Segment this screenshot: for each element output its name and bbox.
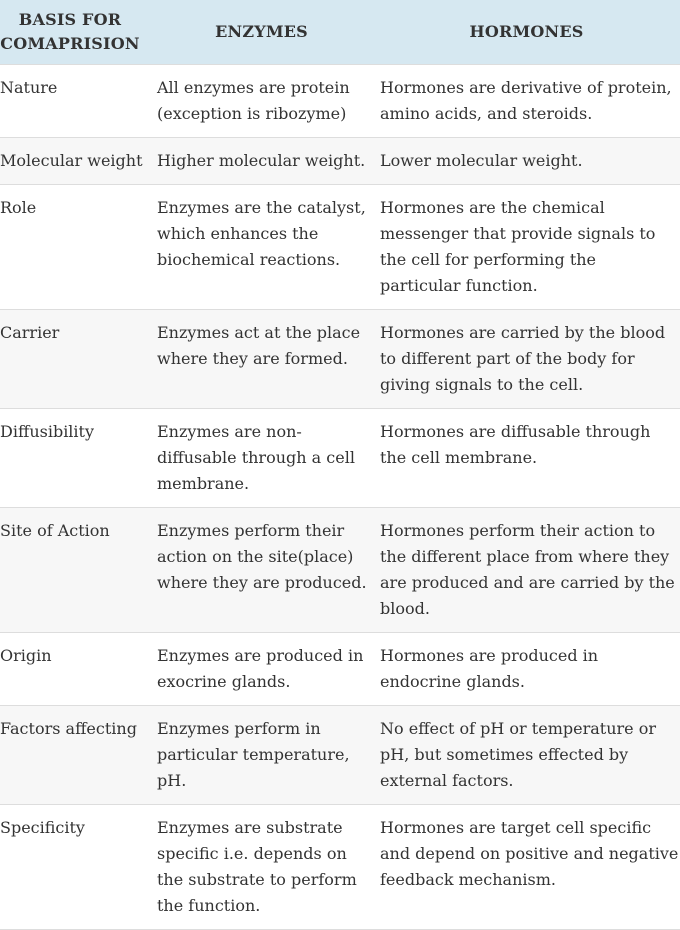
basis-cell: Specificity (0, 805, 150, 930)
table-row (0, 706, 680, 805)
basis-cell: Factors affecting (0, 706, 150, 805)
header-hormones: HORMONES (373, 0, 680, 65)
hormones-cell: Hormones are derivative of protein, amino acids, and steroids. (373, 65, 680, 138)
basis-cell: Nature (0, 65, 150, 138)
hormones-cell: Hormones are produced in endocrine glands. (373, 633, 680, 706)
table-row (0, 138, 680, 185)
table-row (0, 65, 680, 138)
table-header (0, 0, 680, 65)
enzymes-cell: Enzymes are the catalyst, which enhances the biochemical reactions. (150, 185, 373, 310)
hormones-cell: Hormones are carried by the blood to different part of the body for giving signals to the cell. (373, 310, 680, 409)
hormones-cell: Hormones are the chemical messenger that provide signals to the cell for performing the particular function. (373, 185, 680, 310)
table-row (0, 310, 680, 409)
enzymes-cell: Enzymes perform in particular temperature, pH. (150, 706, 373, 805)
basis-cell: Molecular weight (0, 138, 150, 185)
hormones-cell: Hormones are target cell specific and depend on positive and negative feedback mechanism. (373, 805, 680, 930)
table-body (0, 65, 680, 930)
table-row (0, 805, 680, 930)
table-row (0, 633, 680, 706)
hormones-cell: Hormones perform their action to the different place from where they are produced and are carried by the blood. (373, 508, 680, 633)
hormones-cell: Hormones are diffusable through the cell membrane. (373, 409, 680, 508)
enzymes-cell: Higher molecular weight. (150, 138, 373, 185)
header-basis: BASIS FOR COMAPRISION (0, 0, 150, 65)
enzymes-cell: Enzymes are substrate specific i.e. depends on the substrate to perform the function. (150, 805, 373, 930)
enzymes-cell: Enzymes are produced in exocrine glands. (150, 633, 373, 706)
basis-cell: Role (0, 185, 150, 310)
basis-cell: Diffusibility (0, 409, 150, 508)
table-row (0, 409, 680, 508)
enzymes-cell: All enzymes are protein (exception is ribozyme) (150, 65, 373, 138)
enzymes-cell: Enzymes act at the place where they are formed. (150, 310, 373, 409)
header-enzymes: ENZYMES (150, 0, 373, 65)
hormones-cell: No effect of pH or temperature or pH, but sometimes effected by external factors. (373, 706, 680, 805)
enzymes-cell: Enzymes are non-diffusable through a cell membrane. (150, 409, 373, 508)
hormones-cell: Lower molecular weight. (373, 138, 680, 185)
table-row (0, 185, 680, 310)
basis-cell: Carrier (0, 310, 150, 409)
enzymes-cell: Enzymes perform their action on the site(place) where they are produced. (150, 508, 373, 633)
table-row (0, 508, 680, 633)
basis-cell: Origin (0, 633, 150, 706)
header-row (0, 0, 680, 65)
basis-cell: Site of Action (0, 508, 150, 633)
